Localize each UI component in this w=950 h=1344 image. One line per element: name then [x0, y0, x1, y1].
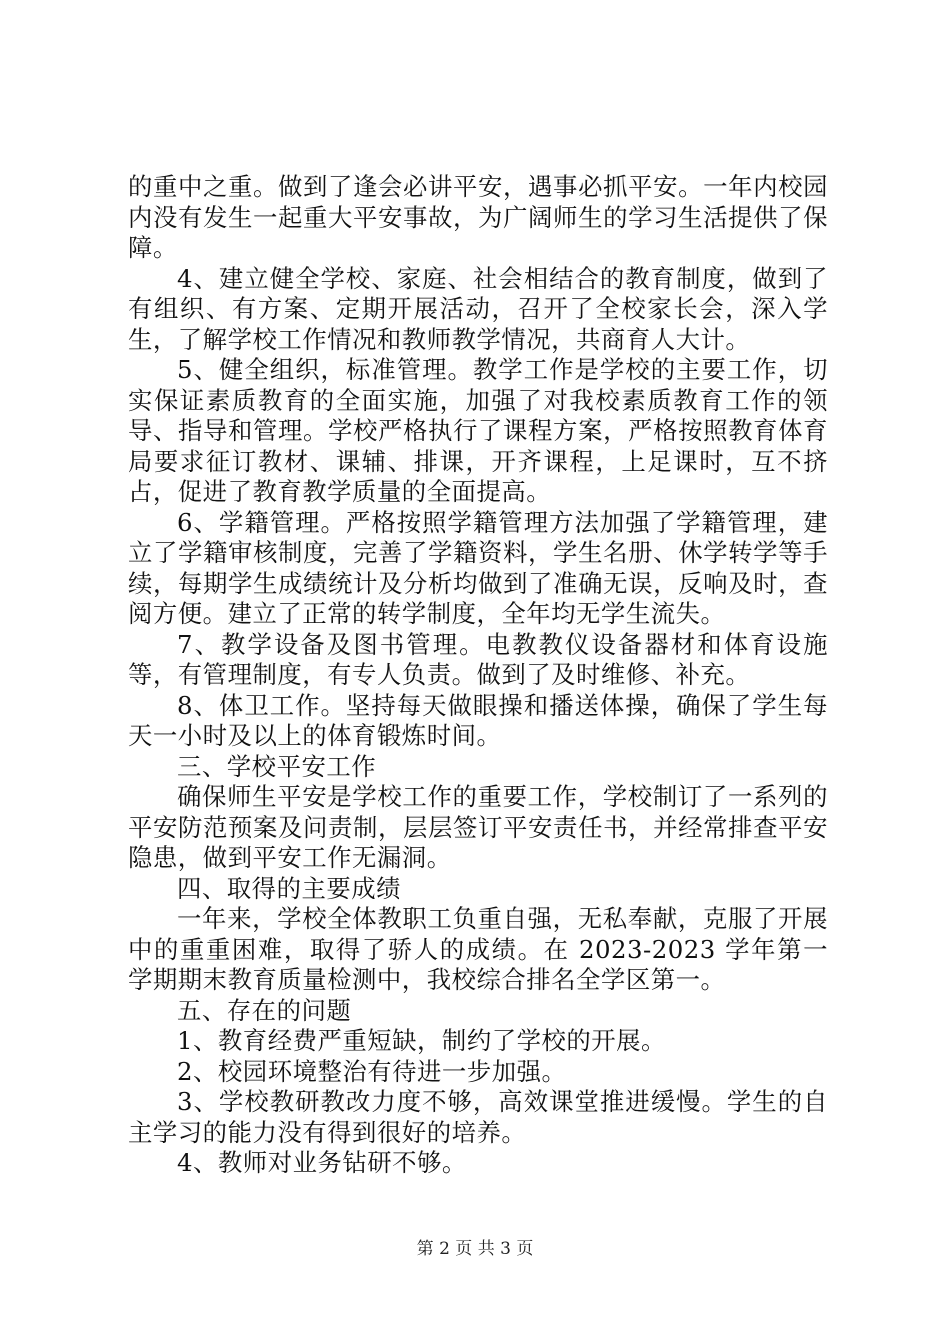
section-heading-4: 四、取得的主要成绩 — [177, 873, 402, 903]
section-heading-3: 三、学校平安工作 — [177, 751, 377, 781]
problem-item-3: 3、学校教研教改力度不够，高效课堂推进缓慢。学生的自主学习的能力没有得到很好的培养。 — [128, 1087, 828, 1147]
paragraph-5: 7、教学设备及图书管理。电教教仪设备器材和体育设施等，有管理制度，有专人负责。做到了及时维修、补充。 — [128, 629, 828, 689]
paragraph-2: 4、建立健全学校、家庭、社会相结合的教育制度，做到了有组织、有方案、定期开展活动，召开了全校家长会，深入学生，了解学校工作情况和教师教学情况，共商育人大计。 — [128, 263, 828, 354]
section-heading-5: 五、存在的问题 — [177, 995, 352, 1025]
problem-item-1: 1、教育经费严重短缺，制约了学校的开展。 — [177, 1026, 666, 1055]
problem-item-4: 4、教师对业务钻研不够。 — [177, 1148, 467, 1177]
paragraph-3: 5、健全组织，标准管理。教学工作是学校的主要工作，切实保证素质教育的全面实施，加强了对我校素质教育工作的领导、指导和管理。学校严格执行了课程方案，严格按照教育体育局要求征订教材、课辅、排课，开齐课程，上足课时，互不挤占，促进了教育教学质量的全面提高。 — [128, 355, 828, 506]
paragraph-4: 6、学籍管理。严格按照学籍管理方法加强了学籍管理，建立了学籍审核制度，完善了学籍资料，学生名册、休学转学等手续，每期学生成绩统计及分析均做到了准确无误，反响及时，查阅方便。建立了正常的转学制度，全年均无学生流失。 — [128, 507, 828, 628]
paragraph-1: 的重中之重。做到了逢会必讲平安，遇事必抓平安。一年内校园内没有发生一起重大平安事故，为广阔师生的学习生活提供了保障。 — [128, 172, 828, 262]
paragraph-6: 8、体卫工作。坚持每天做眼操和播送体操，确保了学生每天一小时及以上的体育锻炼时间。 — [128, 690, 828, 750]
problem-item-2: 2、校园环境整治有待进一步加强。 — [177, 1056, 567, 1086]
paragraph-7: 确保师生平安是学校工作的重要工作，学校制订了一系列的平安防范预案及问责制，层层签订平安责任书，并经常排查平安隐患，做到平安工作无漏洞。 — [128, 782, 828, 872]
document-body — [128, 172, 828, 1179]
paragraph-8: 一年来，学校全体教职工负重自强，无私奉献，克服了开展中的重重困难，取得了骄人的成绩。在 2023-2023 学年第一学期期末教育质量检测中，我校综合排名全学区第一。 — [128, 904, 828, 994]
page-footer: 第 2 页 共 3 页 — [416, 1239, 534, 1259]
